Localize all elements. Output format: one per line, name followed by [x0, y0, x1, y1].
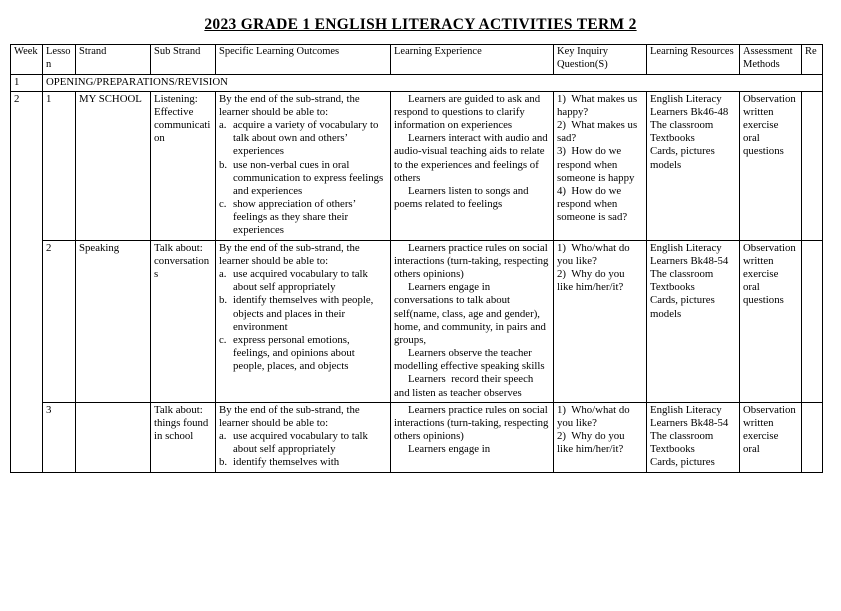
- cell-experience: [391, 240, 554, 402]
- experience-paragraph: Learners are guided to ask and respond to questions to clarify information on experiences: [394, 92, 543, 132]
- opening-row: [11, 74, 823, 91]
- outcome-letter: a.: [219, 268, 227, 280]
- resource-line: Cards, pictures: [650, 145, 715, 158]
- outcome-item: [219, 430, 387, 456]
- header-lesson: Lesson: [43, 45, 76, 75]
- outcome-text: use acquired vocabulary to talk about self appropriately: [233, 430, 368, 456]
- cell-inquiry: [554, 240, 647, 402]
- cell-remarks: [802, 240, 823, 402]
- assessment-line: oral questions: [743, 281, 784, 307]
- outcome-text: use acquired vocabulary to talk about self appropriately: [233, 268, 368, 294]
- table-row: [11, 402, 823, 472]
- cell-lesson: 3: [43, 402, 76, 472]
- outcome-letter: b.: [219, 294, 228, 307]
- inquiry-item: 2) Why do you like him/her/it?: [557, 268, 628, 294]
- assessment-line: Observation: [743, 241, 796, 254]
- experience-paragraph: Learners engage in conversations to talk about self(name, class, age and gender), home, and community, in pairs and groups,: [394, 281, 549, 346]
- outcomes-intro: By the end of the sub-strand, the learner should be able to:: [219, 92, 360, 118]
- cell-outcomes: [216, 91, 391, 240]
- experience-paragraph: Learners observe the teacher modelling effective speaking skills: [394, 347, 545, 373]
- header-assessment: Assessment Methods: [740, 45, 802, 75]
- outcome-text: express personal emotions, feelings, and opinions about people, places, and objects: [233, 333, 355, 373]
- header-week: Week: [11, 45, 43, 75]
- outcome-letter: b.: [219, 158, 228, 171]
- cell-assessment: [740, 402, 802, 472]
- cell-experience: [391, 91, 554, 240]
- assessment-line: written exercise: [743, 254, 779, 280]
- resource-line: Cards, pictures: [650, 294, 715, 307]
- outcome-text: use non-verbal cues in oral communication to express feelings and experiences: [233, 158, 384, 197]
- cell-strand: [76, 402, 151, 472]
- inquiry-item: 2) Why do you like him/her/it?: [557, 430, 628, 456]
- cell-strand: Speaking: [76, 240, 151, 402]
- header-resources: Learning Resources: [647, 45, 740, 75]
- resource-line: English Literacy Learners Bk48-54: [650, 241, 729, 267]
- outcome-letter: c.: [219, 198, 227, 211]
- cell-lesson: 1: [43, 91, 76, 240]
- cell-assessment: [740, 240, 802, 402]
- outcome-letter: a.: [219, 430, 227, 443]
- cell-sub-strand: Talk about: conversations: [151, 240, 216, 402]
- header-sub-strand: Sub Strand: [151, 45, 216, 75]
- outcomes-intro: By the end of the sub-strand, the learner should be able to:: [219, 403, 360, 429]
- inquiry-item: 1) Who/what do you like?: [557, 241, 633, 267]
- header-row: [11, 45, 823, 75]
- cell-assessment: [740, 91, 802, 240]
- table-row: [11, 240, 823, 402]
- assessment-line: Observation: [743, 92, 796, 105]
- outcome-item: [219, 268, 387, 294]
- resource-line: models: [650, 307, 682, 320]
- cell-week: 2: [11, 91, 43, 472]
- cell-inquiry: [554, 91, 647, 240]
- inquiry-item: 3) How do we respond when someone is happy: [557, 145, 635, 184]
- cell-strand: MY SCHOOL: [76, 91, 151, 240]
- cell-sub-strand: Listening: Effective communication: [151, 91, 216, 240]
- resource-line: The classroom: [650, 268, 714, 280]
- experience-paragraph: Learners record their speech and listen as teacher observes: [394, 373, 536, 399]
- page-title: 2023 GRADE 1 ENGLISH LITERACY ACTIVITIES TERM 2: [204, 16, 637, 33]
- outcome-item: [219, 294, 387, 334]
- outcome-text: identify themselves with: [233, 456, 340, 469]
- assessment-line: written exercise: [743, 105, 779, 132]
- scheme-of-work-table: [10, 44, 823, 473]
- inquiry-item: 2) What makes us sad?: [557, 119, 640, 145]
- resource-line: models: [650, 158, 682, 171]
- outcomes-intro: By the end of the sub-strand, the learner should be able to:: [219, 241, 360, 267]
- assessment-line: oral questions: [743, 132, 784, 158]
- experience-paragraph: Learners practice rules on social interactions (turn-taking, respecting others opinions): [394, 241, 552, 280]
- opening-text-cell: OPENING/PREPARATIONS/REVISION: [43, 74, 823, 91]
- inquiry-item: 4) How do we respond when someone is sad?: [557, 184, 628, 224]
- outcome-letter: a.: [219, 119, 227, 132]
- cell-remarks: [802, 91, 823, 240]
- outcome-item: [219, 456, 387, 469]
- resource-line: Cards, pictures: [650, 456, 715, 469]
- table-row: [11, 91, 823, 240]
- resource-line: English Literacy Learners Bk46-48: [650, 92, 729, 118]
- outcome-letter: c.: [219, 333, 227, 346]
- resource-line: Textbooks: [650, 443, 695, 456]
- outcome-text: identify themselves with people, objects and places in their environment: [233, 294, 374, 333]
- resource-line: Textbooks: [650, 281, 695, 294]
- opening-week-cell: 1: [11, 74, 43, 91]
- cell-outcomes: [216, 240, 391, 402]
- cell-resources: [647, 240, 740, 402]
- resource-line: English Literacy Learners Bk48-54: [650, 403, 729, 429]
- outcome-item: [219, 334, 387, 374]
- outcome-item: [219, 198, 387, 238]
- cell-lesson: 2: [43, 240, 76, 402]
- experience-paragraph: Learners listen to songs and poems related to feelings: [394, 184, 532, 211]
- header-experience: Learning Experience: [391, 45, 554, 75]
- header-remarks: Re: [802, 45, 823, 75]
- outcome-text: acquire a variety of vocabulary to talk about own and others’ experiences: [233, 119, 379, 158]
- assessment-line: written exercise: [743, 416, 779, 443]
- cell-resources: [647, 402, 740, 472]
- inquiry-item: 1) What makes us happy?: [557, 92, 640, 118]
- header-outcomes: Specific Learning Outcomes: [216, 45, 391, 75]
- outcome-item: [219, 119, 387, 159]
- cell-remarks: [802, 402, 823, 472]
- outcome-letter: b.: [219, 456, 228, 469]
- resource-line: The classroom: [650, 119, 714, 132]
- header-strand: Strand: [76, 45, 151, 75]
- cell-sub-strand: Talk about: things found in school: [151, 402, 216, 472]
- inquiry-item: 1) Who/what do you like?: [557, 403, 633, 429]
- assessment-line: Observation: [743, 403, 796, 416]
- outcome-item: [219, 159, 387, 199]
- resource-line: Textbooks: [650, 132, 695, 145]
- resource-line: The classroom: [650, 430, 714, 443]
- experience-paragraph: Learners practice rules on social interactions (turn-taking, respecting others opinions): [394, 403, 552, 443]
- cell-experience: [391, 402, 554, 472]
- cell-outcomes: [216, 402, 391, 472]
- assessment-line: oral: [743, 443, 760, 456]
- cell-resources: [647, 91, 740, 240]
- cell-inquiry: [554, 402, 647, 472]
- experience-paragraph: Learners interact with audio and audio-visual teaching aids to relate to the experiences and feelings of others: [394, 132, 551, 184]
- header-inquiry: Key Inquiry Question(S): [554, 45, 647, 75]
- outcome-text: show appreciation of others’ feelings as they share their experiences: [233, 198, 356, 237]
- experience-paragraph: Learners engage in: [408, 443, 491, 456]
